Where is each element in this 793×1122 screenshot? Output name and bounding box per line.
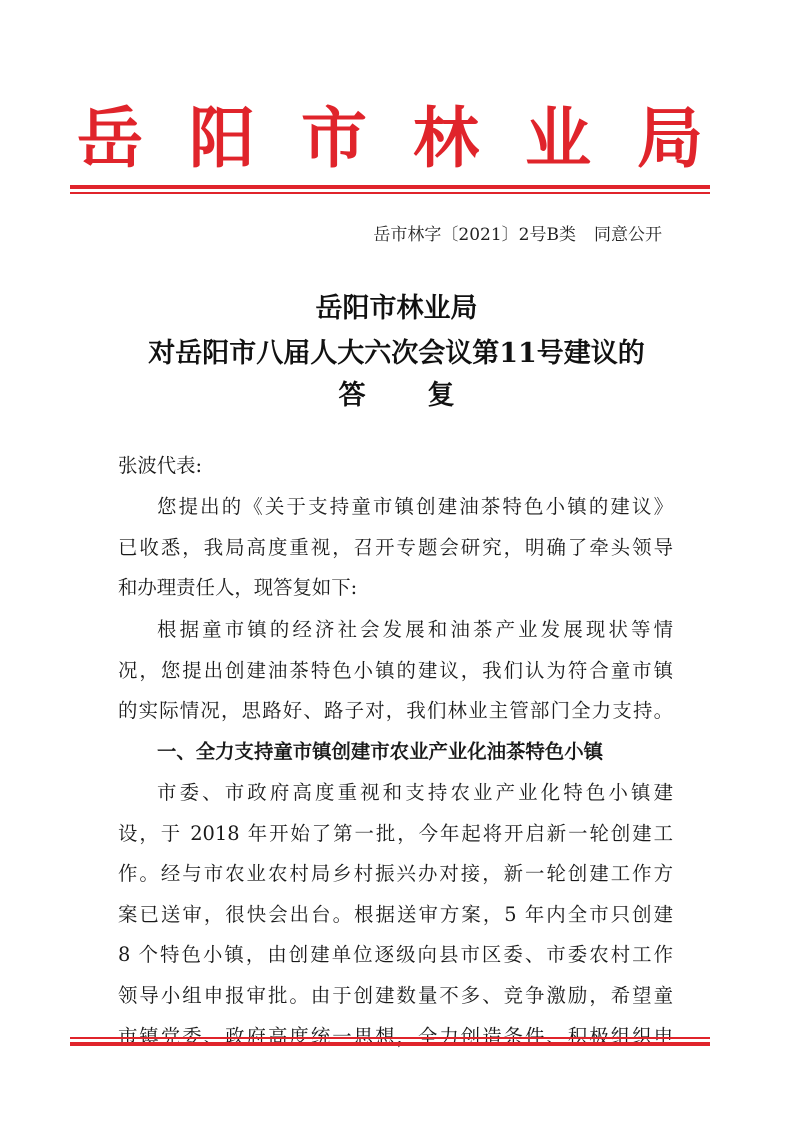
footer-divider-thick [70,1042,710,1046]
paragraph-line: 市委、市政府高度重视和支持农业产业化特色小镇建 [157,781,673,804]
header-divider-thick [70,185,710,189]
org-header-char: 阳 [189,98,255,177]
paragraph-3 [118,773,673,1057]
org-header-char: 市 [301,98,367,177]
header-divider-thin [70,192,710,194]
document-reference [373,220,662,245]
section-heading-1 [118,732,673,773]
paragraph-line: 案已送审，很快会出台。根据送审方案，5 年内全市只创建 [118,902,673,926]
salutation: 张波代表: [118,454,203,477]
paragraph-line: 设，于 2018 年开始了第一批，今年起将开启新一轮创建工 [118,821,673,845]
org-header [70,92,710,177]
title-line-2: 对岳阳市八届人大六次会议第11号建议的 [148,338,645,369]
org-header-char: 岳 [77,98,143,177]
section-heading-text: 一、全力支持童市镇创建市农业产业化油茶特色小镇 [157,740,603,763]
paragraph-line: 根据童市镇的经济社会发展和油茶产业发展现状等情 [157,618,673,641]
paragraph-line: 已收悉，我局高度重视，召开专题会研究，明确了牵头领导 [118,535,673,559]
org-header-char: 林 [413,98,479,177]
paragraph-2 [118,610,673,732]
document-number: 岳市林字〔2021〕2号B类 [373,225,576,245]
paragraph-line: 作。经与市农业农村局乡村振兴办对接，新一轮创建工作方 [118,862,673,886]
org-header-char: 业 [525,98,591,177]
org-header-char: 局 [637,98,703,177]
paragraph-1 [118,487,673,609]
disclosure-status: 同意公开 [594,225,662,245]
paragraph-line: 领导小组申报审批。由于创建数量不多、竞争激励，希望童 [118,983,673,1007]
paragraph-line: 您提出的《关于支持童市镇创建油茶特色小镇的建议》 [157,495,673,518]
title-line-1: 岳阳市林业局 [315,293,478,324]
footer-divider-thin [70,1037,710,1039]
paragraph-line: 8 个特色小镇，由创建单位逐级向县市区委、市委农村工作 [118,943,673,967]
title-line-3: 答复 [338,380,517,411]
paragraph-line: 况，您提出创建油茶特色小镇的建议，我们认为符合童市镇 [118,658,673,682]
paragraph-line: 的实际情况，思路好、路子对，我们林业主管部门全力支持。 [118,699,673,723]
paragraph-line: 和办理责任人，现答复如下: [118,576,358,600]
